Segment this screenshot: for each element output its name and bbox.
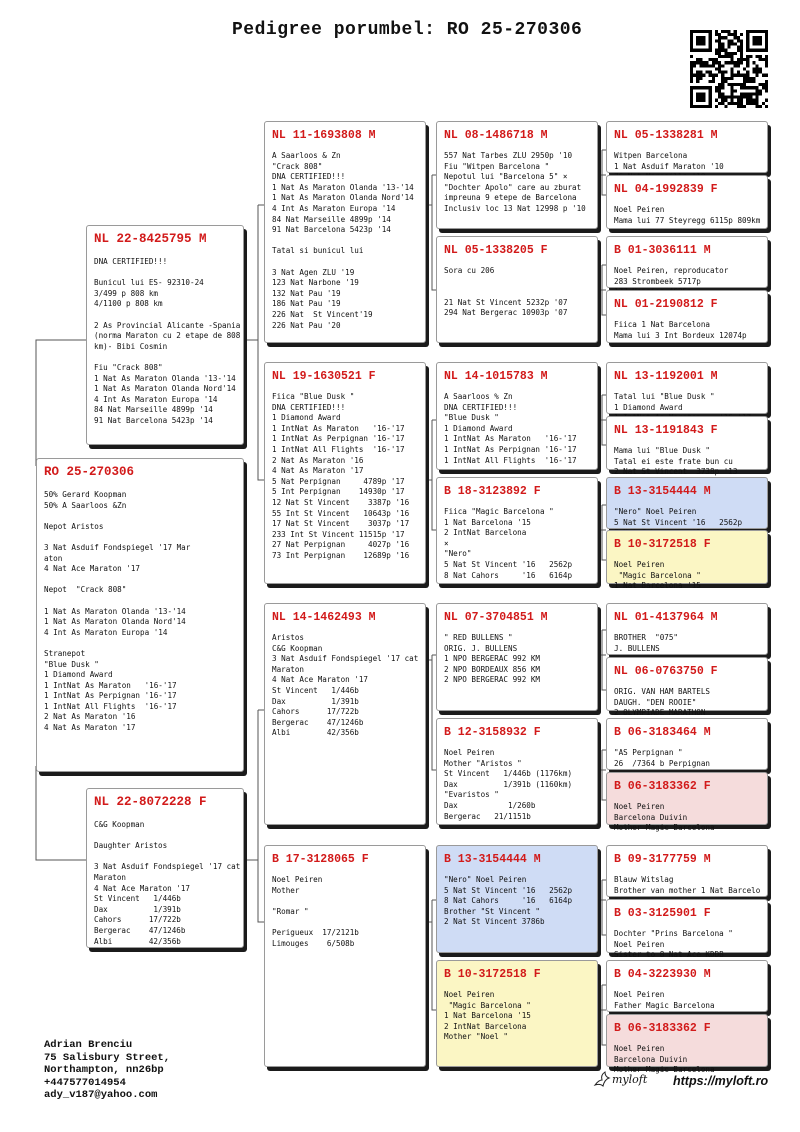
pedigree-card-gggp-6[interactable] [606,416,768,477]
ring-number: NL 14-1462493 M [272,611,376,624]
pigeon-description: Noel Peiren Father Magic Barcelona [614,990,715,1010]
pigeon-description: Fiica "Magic Barcelona " 1 Nat Barcelona '15 2 IntNat Barcelona × "Nero" 5 Nat St Vincent '16 2562p 8 Nat Cahors '16 6164p [444,507,573,580]
pedigree-card-ggp-7[interactable] [436,845,598,953]
pigeon-description: Dochter "Prins Barcelona " Noel Peiren Sister to 8 Nat Ace KDDB [614,929,733,960]
pedigree-card-gggp-1[interactable] [606,121,768,173]
pigeon-description: Aristos C&G Koopman 3 Nat Asduif Fondspiegel '17 cat Maraton 4 Nat Ace Maraton '17 St Vincent 1/446b Dax 1/391b Cahors 17/722b Bergerac 47/1246b Albi 42/356b [272,633,419,738]
ring-number: NL 11-1693808 M [272,129,376,142]
pedigree-card-sire[interactable] [86,225,244,445]
ring-number: B 12-3158932 F [444,726,541,739]
pigeon-description: A Saarloos & Zn "Crack 808" DNA CERTIFIED!!! 1 Nat As Maraton Olanda '13-'14 1 Nat As Maraton Olanda Nord'14 4 Int As Maraton Europa '14 84 Nat Marseille 4899p '14 91 Nat Barcelona 5423p '14 Tatal si bunicul lui 3 Nat Agen ZLU '19 123 Nat Narbone '19 132 Nat Pau '19 186 Nat Pau '19 226 Nat St Vincent'19 226 Nat Pau '20 [272,151,414,330]
pigeon-description: Noel Peiren Mother "Romar " Perigueux 17/2121b Limouges 6/508b [272,875,359,948]
owner-email[interactable]: ady_v187@yahoo.com [44,1089,158,1102]
pigeon-description: Noel Peiren Mother "Aristos " St Vincent 1/446b (1176km) Dax 1/391b (1160km) "Evaristos " Dax 1/260b Bergerac 21/1151b [444,748,573,821]
pedigree-card-gggp-16[interactable] [606,1014,768,1075]
website-link[interactable]: https://myloft.ro [673,1074,769,1088]
pedigree-card-ggp-3[interactable] [436,362,598,470]
ring-number: NL 13-1191843 F [614,424,718,437]
pedigree-card-gggp-3[interactable] [606,236,768,288]
ring-number: B 18-3123892 F [444,485,541,498]
pedigree-card-dam[interactable] [86,788,244,948]
pigeon-description: Noel Peiren Barcelona Duivin Mother Magic Barcelona [614,1044,715,1075]
pedigree-card-gggp-8[interactable] [606,530,768,591]
ring-number: B 17-3128065 F [272,853,369,866]
pedigree-card-gggp-13[interactable] [606,845,768,897]
pigeon-description: 50% Gerard Koopman 50% A Saarloos &Zn Nepot Aristos 3 Nat Asduif Fondspiegel '17 Mar aton 4 Nat Ace Maraton '17 Nepot "Crack 808" 1 Nat As Maraton Olanda '13-'14 1 Nat As Maraton Olanda Nord'14 4 Int As Maraton Europa '14 Stranepot "Blue Dusk " 1 Diamond Award 1 IntNat As Maraton '16-'17 1 IntNat As Perpignan '16-'17 1 IntNat All Flights '16-'17 2 Nat As Maraton '16 4 Nat As Maraton '17 [44,490,191,733]
pigeon-description: Noel Peiren "Magic Barcelona " 1 Nat Barcelona '15 2 IntNat Barcelona Mother "Noel " [444,990,531,1042]
pedigree-card-gggp-9[interactable] [606,603,768,655]
ring-number: NL 07-3704851 M [444,611,548,624]
pedigree-card-gd-dam[interactable] [264,845,426,1067]
ring-number: NL 22-8072228 F [94,795,207,809]
owner-name: Adrian Brenciu [44,1039,133,1051]
pigeon-description: DNA CERTIFIED!!! Bunicul lui ES- 92310-24 3/499 p 808 km 4/1100 p 808 km 2 As Provincial Alicante -Spania (norma Maraton cu 2 etape de 808 km)- Bibi Cosmin Fiu "Crack 808" 1 Nat As Maraton Olanda '13-'14 1 Nat As Maraton Olanda Nord'14 4 Int As Maraton Europa '14 84 Nat Marseille 4899p '14 91 Nat Barcelona 5423p '14 [94,257,241,425]
pedigree-card-gd-sire[interactable] [264,362,426,584]
pigeon-description: "Nero" Noel Peiren 5 Nat St Vincent '16 2562p 8 Nat Cahors '16 6164p Brother "St Vincent " 2 Nat St Vincent 3786b [444,875,573,927]
pigeon-description: Mama lui "Blue Dusk " Tatal ei este frate bun cu 2 Nat St Vincent 3738p '13 [614,446,738,477]
pedigree-card-gggp-11[interactable] [606,718,768,770]
pedigree-card-gggp-10[interactable] [606,657,768,718]
ring-number: NL 04-1992839 F [614,183,718,196]
ring-number: NL 01-4137964 M [614,611,718,624]
ring-number: B 10-3172518 F [444,968,541,981]
ring-number: B 13-3154444 M [614,485,711,498]
ring-number: B 10-3172518 F [614,538,711,551]
pigeon-description: Blauw Witslag Brother van mother 1 Nat Barcelo [614,875,761,895]
pedigree-card-gggp-5[interactable] [606,362,768,414]
pedigree-card-ggp-4[interactable] [436,477,598,584]
pedigree-card-gggp-14[interactable] [606,899,768,960]
pedigree-card-ggp-6[interactable] [436,718,598,825]
ring-number: B 09-3177759 M [614,853,711,866]
ring-number: NL 22-8425795 M [94,232,207,246]
ring-number: B 13-3154444 M [444,853,541,866]
pedigree-card-gggp-15[interactable] [606,960,768,1012]
pedigree-card-subject[interactable] [36,458,244,772]
owner-phone[interactable]: +447577014954 [44,1076,126,1089]
ring-number: NL 05-1338281 M [614,129,718,142]
pedigree-card-gggp-12[interactable] [606,772,768,833]
ring-number: NL 05-1338205 F [444,244,548,257]
pigeon-description: Witpen Barcelona 1 Nat Asduif Maraton '10 [614,151,724,171]
pigeon-description: Fiica 1 Nat Barcelona Mama lui 3 Int Bordeux 12074p [614,320,747,340]
ring-number: NL 06-0763750 F [614,665,718,678]
pigeon-description: "AS Perpignan " 26 /7364 b Perpignan [614,748,711,768]
pedigree-card-gs-sire[interactable] [264,121,426,343]
pigeon-description: BROTHER "075" J. BULLENS [614,633,679,653]
pigeon-description: Noel Peiren, reproducator 283 Strombeek 5717p [614,266,729,286]
ring-number: NL 08-1486718 M [444,129,548,142]
ring-number: NL 14-1015783 M [444,370,548,383]
pedigree-card-gggp-4[interactable] [606,290,768,343]
pedigree-card-ggp-5[interactable] [436,603,598,711]
pigeon-description: Tatal lui "Blue Dusk " 1 Diamond Award [614,392,715,412]
ring-number: RO 25-270306 [44,465,135,479]
pigeon-description: Noel Peiren Mama lui 77 Steyregg 6115p 809km [614,205,761,225]
pigeon-description: Noel Peiren Barcelona Duivin Mother Magic Barcelona [614,802,715,833]
pedigree-card-gggp-7[interactable] [606,477,768,529]
owner-contact [44,1039,170,1102]
ring-number: B 03-3125901 F [614,907,711,920]
pedigree-card-ggp-2[interactable] [436,236,598,343]
pedigree-card-ggp-8[interactable] [436,960,598,1067]
pedigree-card-gs-dam[interactable] [264,603,426,825]
pigeon-description: A Saarloos % Zn DNA CERTIFIED!!! "Blue Dusk " 1 Diamond Award 1 IntNat As Maraton '16-'17 1 IntNat As Perpignan '16-'17 1 IntNat All Flights '16-'17 [444,392,577,465]
ring-number: NL 01-2190812 F [614,298,718,311]
pigeon-description: 557 Nat Tarbes ZLU 2950p '10 Fiu "Witpen Barcelona " Nepotul lui "Barcelona 5" × "Dochter Apolo" care au zburat impreuna 9 etepe de Barcelona Inclusiv loc 13 Nat 12998 p '10 [444,151,586,213]
owner-street: 75 Salisbury Street, [44,1051,171,1064]
ring-number: NL 13-1192001 M [614,370,718,383]
pigeon-description: C&G Koopman Daughter Aristos 3 Nat Asduif Fondspiegel '17 cat Maraton 4 Nat Ace Maraton '17 St Vincent 1/446b Dax 1/391b Cahors 17/722b Bergerac 47/1246b Albi 42/356b [94,820,241,946]
ring-number: B 06-3183362 F [614,1022,711,1035]
pigeon-description: Noel Peiren "Magic Barcelona " 1 Nat Barcelona '15 [614,560,701,591]
ring-number: B 01-3036111 M [614,244,711,257]
ring-number: B 06-3183464 M [614,726,711,739]
pigeon-description: Fiica "Blue Dusk " DNA CERTIFIED!!! 1 Diamond Award 1 IntNat As Maraton '16-'17 1 IntNat As Perpignan '16-'17 1 IntNat All Flights '16-'17 2 Nat As Maraton '16 4 Nat As Maraton '17 5 Nat Perpignan 4789p '17 5 Int Perpignan 14930p '17 12 Nat St Vincent 3387p '16 55 Int St Vincent 10643p '16 17 Nat St Vincent 3037p '17 233 Int St Vincent 11515p '17 27 Nat Perpignan 4027p '16 73 Int Perpignan 12689p '16 [272,392,410,560]
pigeon-description: "Nero" Noel Peiren 5 Nat St Vincent '16 2562p [614,507,743,527]
pedigree-card-gggp-2[interactable] [606,175,768,229]
bird-logo-icon [593,1071,611,1087]
pigeon-description: Sora cu 206 21 Nat St Vincent 5232p '07 294 Nat Bergerac 10903p '07 [444,266,568,318]
pigeon-description: ORIG. VAN HAM BARTELS DAUGH. "DEN ROOIE" 2 OLYMPIADE MARATHON [614,687,711,718]
brand-name: myloft [612,1073,648,1086]
page-title: Pedigree porumbel: RO 25-270306 [232,20,583,40]
ring-number: B 06-3183362 F [614,780,711,793]
owner-city: Northampton, nn26bp [44,1064,164,1077]
ring-number: B 04-3223930 M [614,968,711,981]
pigeon-description: " RED BULLENS " ORIG. J. BULLENS 1 NPO BERGERAC 992 KM 2 NPO BORDEAUX 856 KM 2 NPO BERGERAC 992 KM [444,633,541,685]
pedigree-card-ggp-1[interactable] [436,121,598,229]
ring-number: NL 19-1630521 F [272,370,376,383]
